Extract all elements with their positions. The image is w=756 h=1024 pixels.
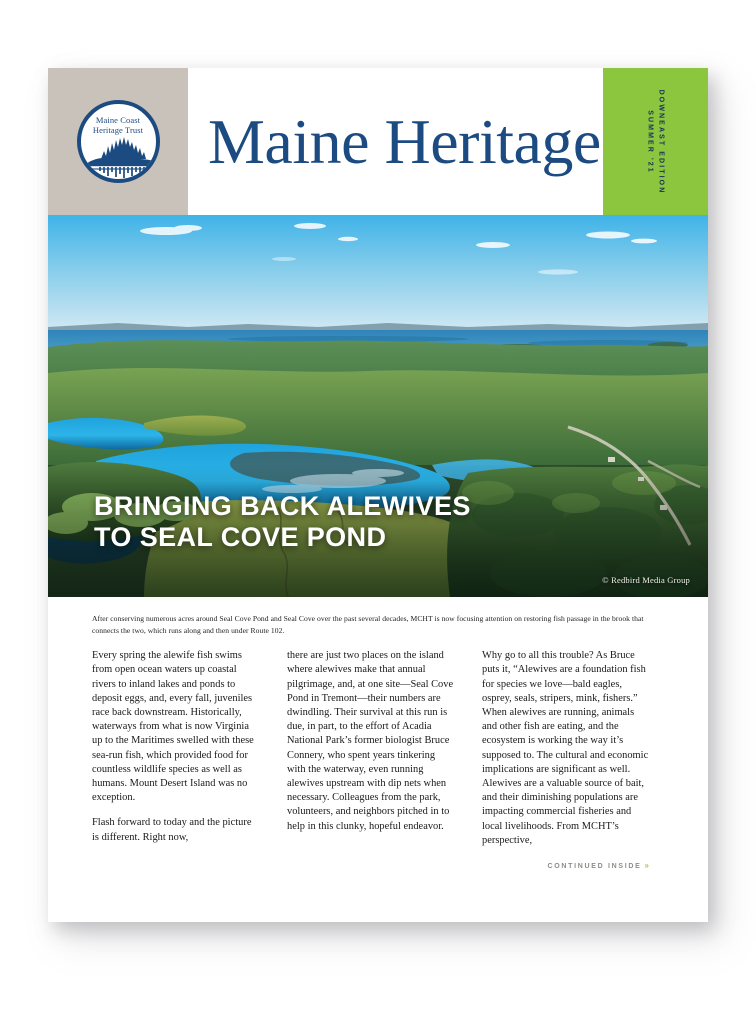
hero-headline: [94, 491, 471, 553]
article-column-2: [287, 649, 456, 874]
logo-block: [48, 68, 188, 215]
edition-line-1: DOWNEAST EDITION: [657, 89, 665, 194]
paragraph: Why go to all this trouble? As Bruce puts it, “Alewives are a foundation fish for species we love—bald eagles, osprey, seals, stripers, mink, fishers.” When alewives are running, animals and other fish are eating, and the ecosystem is working the way it’s supposed to. The cultural and economic implications are significant as well. Alewives are a valuable source of bait, and their diminishing populations are impacting commercial fisheries and local livelihoods. From MCHT’s perspective,: [482, 650, 649, 846]
hero-headline-line-1: BRINGING BACK ALEWIVES: [94, 491, 471, 521]
logo-wordmark: [93, 115, 143, 135]
edition-band: [603, 68, 708, 215]
hero-photo: [48, 215, 708, 597]
logo-line-2: Heritage Trust: [92, 125, 144, 135]
masthead-title-block: [188, 68, 603, 215]
edition-line-2: SUMMER '21: [646, 109, 654, 174]
paragraph: Every spring the alewife fish swims from open ocean waters up coastal rivers to inland lakes and ponds to deposit eggs, and, every fall, juveniles race back downstream. Historically, waterways from what is now Virginia up to the Maritimes swelled with these sea-run fish, which provided food for countless wildlife species as well as humans. Mount Desert Island was no exception.: [92, 650, 254, 804]
logo-line-1: Maine Coast: [95, 115, 141, 125]
article-deck: After conserving numerous acres around Seal Cove Pond and Seal Cove over the past several decades, MCHT is now focusing attention on restoring fish passage in the brook that connects the two, which runs along and then under Route 102.: [92, 614, 644, 635]
newsletter-cover-page: [48, 68, 708, 922]
photo-credit: © Redbird Media Group: [602, 575, 690, 585]
island-trees-reflection-icon: [81, 133, 160, 179]
hero-headline-line-2: TO SEAL COVE POND: [94, 522, 387, 552]
article-body: [48, 597, 708, 922]
double-chevron-right-icon: »: [644, 861, 649, 871]
continued-inside-link[interactable]: [482, 859, 651, 874]
maine-coast-heritage-trust-logo: [77, 100, 160, 183]
paragraph: Flash forward to today and the picture is different. Right now,: [92, 817, 252, 843]
continued-inside-label: CONTINUED INSIDE: [547, 863, 642, 871]
page-title: Maine Heritage: [208, 105, 601, 177]
article-columns: [92, 649, 664, 874]
edition-label: [645, 89, 667, 194]
masthead: [48, 68, 708, 215]
article-column-1: [92, 649, 261, 874]
paragraph: there are just two places on the island where alewives make that annual pilgrimage, and, at one site—Seal Cove Pond in Tremont—their numbers are dwindling. Their survival at this run is due, in part, to the effort of Acadia National Park’s former biologist Bruce Connery, who spent years tinkering with the waterway, even running alewives upstream with dip nets when necessary. Colleagues from the park, volunteers, and neighbors pitched in to help in this clunky, hopeful endeavor.: [287, 650, 454, 832]
article-column-3: [482, 649, 651, 874]
